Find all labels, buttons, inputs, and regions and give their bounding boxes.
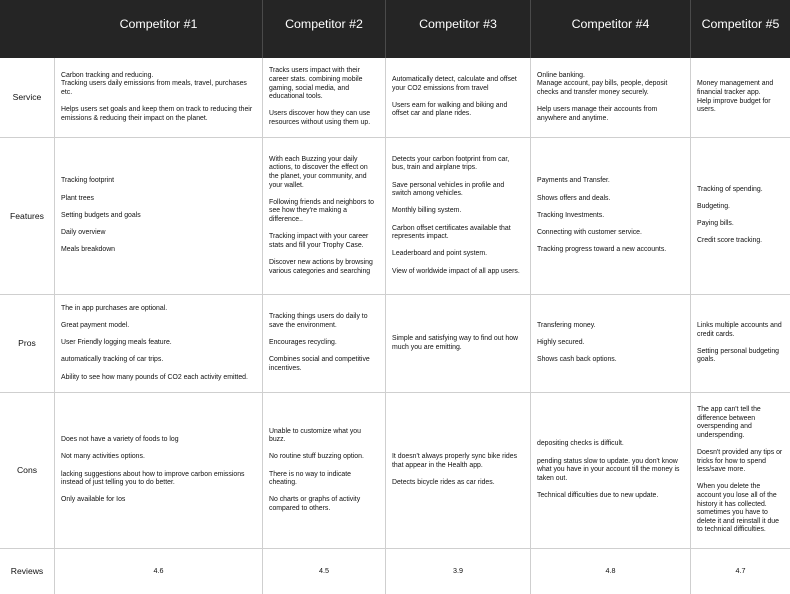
- cell-paragraph: Monthly billing system.: [392, 207, 462, 215]
- features-cell-competitor-1: [55, 138, 263, 295]
- cell-paragraph: Payments and Transfer.: [537, 177, 610, 185]
- cell-paragraph: Online banking. Manage account, pay bills, people, deposit checks and transfer money securely.: [537, 71, 668, 96]
- review-score-competitor-2: 4.5: [263, 549, 386, 594]
- header-competitor-1: Competitor #1: [55, 0, 263, 58]
- service-cell-competitor-5: [691, 58, 790, 138]
- cell-paragraph: Links multiple accounts and credit cards.: [697, 322, 782, 338]
- header-competitor-3: Competitor #3: [386, 0, 531, 58]
- service-cell-competitor-1: [55, 58, 263, 138]
- cell-paragraph: With each Buzzing your daily actions, to discover the effect on the planet, your community, and your wallet.: [269, 155, 368, 189]
- cell-paragraph: User Friendly logging meals feature.: [61, 339, 172, 347]
- pros-cell-competitor-1: [55, 295, 263, 393]
- cell-paragraph: There is no way to indicate cheating.: [269, 470, 351, 487]
- cell-paragraph: Automatically detect, calculate and offset your CO2 emissions from travel: [392, 76, 517, 92]
- header-corner: [0, 0, 55, 58]
- cons-cell-competitor-4: [531, 393, 691, 549]
- cell-paragraph: Daily overview: [61, 228, 106, 236]
- cell-paragraph: Detects bicycle rides as car rides.: [392, 479, 495, 487]
- pros-cell-competitor-5: [691, 295, 790, 393]
- row-label-service: Service: [0, 58, 55, 138]
- cell-paragraph: Paying bills.: [697, 220, 734, 228]
- cell-paragraph: Transfering money.: [537, 322, 596, 330]
- row-label-reviews: Reviews: [0, 549, 55, 594]
- cons-cell-competitor-2: [263, 393, 386, 549]
- cell-paragraph: Encourages recycling.: [269, 339, 337, 347]
- features-cell-competitor-4: [531, 138, 691, 295]
- cell-paragraph: Tracking Investments.: [537, 211, 605, 219]
- header-competitor-5: Competitor #5: [691, 0, 790, 58]
- cell-paragraph: Detects your carbon footprint from car, bus, train and airplane trips.: [392, 155, 510, 172]
- cell-paragraph: It doesn't always properly sync bike rides that appear in the Health app.: [392, 453, 518, 469]
- cell-paragraph: Tracking things users do daily to save the environment.: [269, 313, 368, 330]
- cell-paragraph: automatically tracking of car trips.: [61, 356, 164, 364]
- cell-paragraph: Only available for Ios: [61, 496, 126, 504]
- cell-paragraph: Carbon offset certificates available that represents impact.: [392, 224, 511, 241]
- service-cell-competitor-2: [263, 58, 386, 138]
- pros-cell-competitor-3: [386, 295, 531, 393]
- cell-paragraph: pending status slow to update. you don't know what you have in your account till the money is taken out.: [537, 457, 680, 482]
- cell-paragraph: Ability to see how many pounds of CO2 each activity emitted.: [61, 373, 248, 381]
- review-score-competitor-3: 3.9: [386, 549, 531, 594]
- service-cell-competitor-3: [386, 58, 531, 138]
- cell-paragraph: Setting budgets and goals: [61, 211, 141, 219]
- service-cell-competitor-4: [531, 58, 691, 138]
- review-score-competitor-1: 4.6: [55, 549, 263, 594]
- cell-paragraph: Helps users set goals and keep them on track to reducing their emissions & reducing their impact on the planet.: [61, 106, 253, 122]
- review-score-competitor-5: 4.7: [735, 566, 746, 576]
- cell-paragraph: Simple and satisfying way to find out how much you are emitting.: [392, 334, 519, 351]
- cell-paragraph: Connecting with customer service.: [537, 228, 642, 236]
- cell-paragraph: The app can't tell the difference between overspending and underspending.: [697, 406, 761, 439]
- cons-cell-competitor-3: [386, 393, 531, 549]
- cell-paragraph: Highly secured.: [537, 339, 585, 347]
- pros-cell-competitor-2: [263, 295, 386, 393]
- cons-cell-competitor-1: [55, 393, 263, 549]
- cell-paragraph: Discover new actions by browsing various categories and searching: [269, 258, 373, 275]
- cell-paragraph: When you delete the account you lose all of the history it has collected. sometimes you have to delete it and reinstall it due to technical difficulties.: [697, 483, 779, 534]
- cell-paragraph: The in app purchases are optional.: [61, 304, 168, 312]
- row-label-cons: Cons: [0, 393, 55, 549]
- cell-paragraph: Money management and financial tracker app. Help improve budget for users.: [697, 80, 774, 114]
- cell-paragraph: Tracking of spending.: [697, 185, 763, 193]
- cell-paragraph: Unable to customize what you buzz.: [269, 427, 361, 444]
- cell-paragraph: Not many activities options.: [61, 453, 145, 461]
- cell-paragraph: Plant trees: [61, 194, 94, 202]
- cell-paragraph: Tracking footprint: [61, 177, 114, 185]
- cell-paragraph: Carbon tracking and reducing. Tracking users daily emissions from meals, travel, purchases etc.: [61, 71, 247, 96]
- cell-paragraph: Combines social and competitive incentives.: [269, 356, 370, 372]
- cell-paragraph: Following friends and neighbors to see how they're making a difference..: [269, 198, 374, 223]
- cell-paragraph: Tracking progress toward a new accounts.: [537, 246, 667, 254]
- cell-paragraph: Tracking impact with your career stats and fill your Trophy Case.: [269, 233, 369, 249]
- header-competitor-2: Competitor #2: [263, 0, 386, 58]
- row-label-features: Features: [0, 138, 55, 295]
- pros-cell-competitor-4: [531, 295, 691, 393]
- features-cell-competitor-5: [691, 138, 790, 295]
- review-score-competitor-4: 4.8: [531, 549, 691, 594]
- cell-paragraph: Tracks users impact with their career stats. combining mobile gaming, social media, and educational tools.: [269, 67, 363, 101]
- cell-paragraph: Credit score tracking.: [697, 237, 763, 245]
- cell-paragraph: Users discover how they can use resources without using them up.: [269, 110, 371, 126]
- cell-paragraph: Help users manage their accounts from anywhere and anytime.: [537, 106, 658, 122]
- cell-paragraph: depositing checks is difficult.: [537, 440, 624, 448]
- cell-paragraph: Technical difficulties due to new update.: [537, 491, 659, 499]
- cell-paragraph: Does not have a variety of foods to log: [61, 436, 179, 444]
- row-label-pros: Pros: [0, 295, 55, 393]
- cell-paragraph: Great payment model.: [61, 322, 130, 330]
- cell-paragraph: Users earn for walking and biking and offset car and plane rides.: [392, 101, 508, 118]
- cell-paragraph: No routine stuff buzzing option.: [269, 453, 364, 461]
- features-cell-competitor-3: [386, 138, 531, 295]
- header-competitor-4: Competitor #4: [531, 0, 691, 58]
- cell-paragraph: Shows cash back options.: [537, 356, 617, 364]
- cons-cell-competitor-5: [691, 393, 790, 549]
- features-cell-competitor-2: [263, 138, 386, 295]
- cell-paragraph: Shows offers and deals.: [537, 194, 611, 202]
- cell-paragraph: Leaderboard and point system.: [392, 250, 487, 258]
- cell-paragraph: Meals breakdown: [61, 246, 116, 254]
- cell-paragraph: lacking suggestions about how to improve carbon emissions instead of just telling you to do better.: [61, 470, 245, 487]
- cell-paragraph: No charts or graphs of activity compared to others.: [269, 496, 361, 512]
- cell-paragraph: Budgeting.: [697, 203, 730, 211]
- cell-paragraph: View of worldwide impact of all app users.: [392, 267, 520, 275]
- cell-paragraph: Setting personal budgeting goals.: [697, 347, 779, 364]
- cell-paragraph: Save personal vehicles in profile and switch among vehicles.: [392, 181, 505, 198]
- cell-paragraph: Doesn't provided any tips or tricks for how to spend less/save more.: [697, 449, 783, 474]
